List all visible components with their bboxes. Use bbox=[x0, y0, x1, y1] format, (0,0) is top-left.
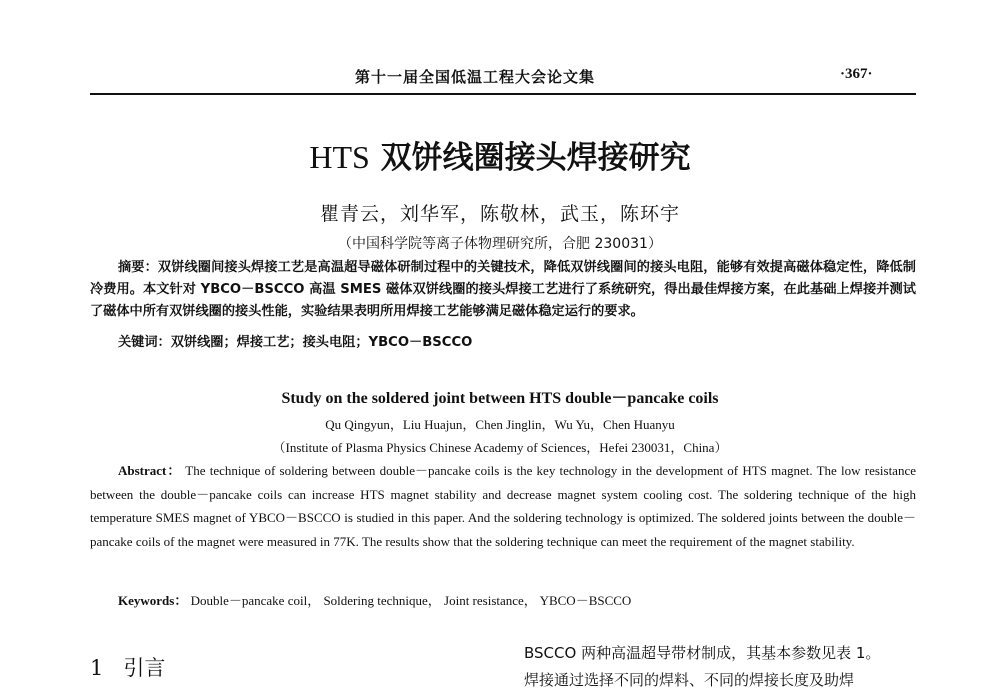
body-line: BSCCO 两种高温超导带材制成，其基本参数见表 1。 bbox=[524, 644, 881, 662]
body-text-right-column bbox=[524, 640, 922, 694]
abstract-cn-label: 摘要： bbox=[118, 260, 158, 275]
section-heading bbox=[90, 652, 165, 682]
abstract-cn bbox=[90, 257, 916, 323]
paper-title-en: Study on the soldered joint between HTS double－pancake coils bbox=[281, 390, 719, 407]
section-title: 引言 bbox=[123, 656, 166, 680]
title-prefix: HTS bbox=[309, 139, 370, 175]
keywords-en bbox=[118, 590, 908, 609]
keywords-cn bbox=[118, 331, 908, 350]
abstract-en-label: Abstract： bbox=[118, 463, 182, 478]
authors-cn: 瞿青云，刘华军，陈敬林，武玉，陈环宇 bbox=[319, 203, 680, 225]
authors-en: Qu Qingyun，Liu Huajun，Chen Jinglin，Wu Yu，Chen Huanyu bbox=[325, 417, 675, 432]
page-number: ·367· bbox=[840, 66, 873, 82]
abstract-en-text: The technique of soldering between double－pancake coils is the key technology in the development of HTS magnet. The low resistance between the double－pancake coils can increase HTS magnet stability and decrease magnet system cooling cost. The soldering technique of the high temperature SMES magnet of YBCO－BSCCO is studied in this paper. And the soldering technology is optimized. The soldered joints between the double－pancake coils of the magnet were measured in 77K. The results show that the soldering technique can meet the requirement of the magnet stability. bbox=[90, 463, 916, 549]
journal-header: 第十一届全国低温工程大会论文集 bbox=[355, 68, 596, 86]
abstract-cn-text: 双饼线圈间接头焊接工艺是高温超导磁体研制过程中的关键技术，降低双饼线圈间的接头电阻，能够有效提高磁体稳定性，降低制冷费用。本文针对 YBCO－BSCCO 高温 SMES 磁体双饼线圈的接头焊接工艺进行了系统研究，得出最佳焊接方案，在此基础上焊接并测试了磁体中所有双饼线圈的接头性能，实验结果表明所用焊接工艺能够满足磁体稳定运行的要求。 bbox=[90, 260, 916, 319]
affiliation-cn: （中国科学院等离子体物理研究所，合肥 230031） bbox=[338, 236, 662, 252]
abstract-en bbox=[90, 459, 916, 553]
body-line: 焊接通过选择不同的焊料、不同的焊接长度及助焊 bbox=[524, 671, 855, 689]
affiliation-en: （Institute of Plasma Physics Chinese Academy of Sciences，Hefei 230031，China） bbox=[272, 440, 728, 455]
keywords-en-label: Keywords： bbox=[118, 593, 188, 608]
keywords-en-text: Double－pancake coil， Soldering technique， Joint resistance， YBCO－BSCCO bbox=[187, 593, 632, 608]
header-rule bbox=[90, 93, 916, 95]
keywords-cn-label: 关键词： bbox=[118, 335, 171, 350]
section-number: 1 bbox=[90, 656, 104, 680]
keywords-cn-text: 双饼线圈；焊接工艺；接头电阻；YBCO－BSCCO bbox=[170, 335, 473, 350]
paper-title-cn bbox=[0, 132, 1000, 177]
title-main: 双饼线圈接头焊接研究 bbox=[369, 140, 691, 176]
